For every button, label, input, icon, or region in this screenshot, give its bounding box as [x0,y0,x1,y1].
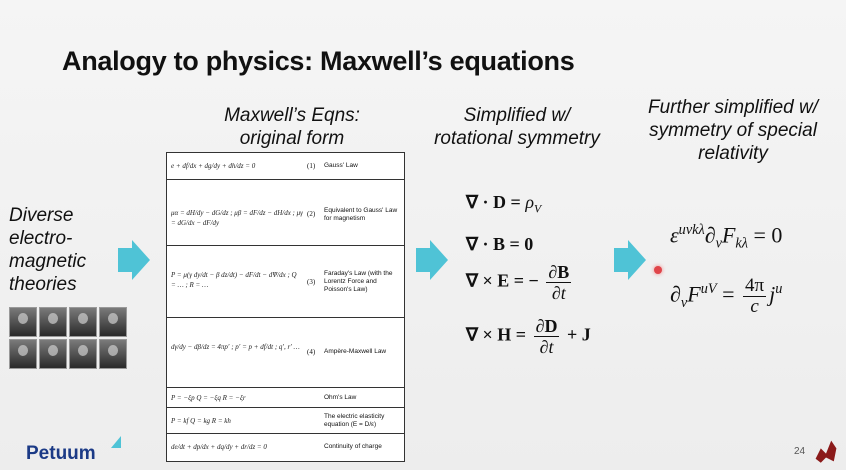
scientist-portraits [9,307,127,369]
table-row [167,407,404,434]
fraction [546,262,571,303]
fraction [534,316,560,357]
fraction: $\frac{4\pi}{c}$ [745,275,765,317]
portrait-image [39,339,67,369]
equation-number: (1) [307,162,316,170]
equation-number: (3) [307,278,316,286]
portrait-image [69,339,97,369]
equation-text: dγ/dy − dβ/dz = 4πp′ ; p′ = p + df/dt ; q′, r′ … [171,343,300,351]
table-row [167,387,404,408]
equation-faraday [466,262,574,303]
equation-gauss [466,192,541,216]
portrait-image [69,307,97,337]
table-row [167,317,404,388]
petuum-logo: Petuum [26,443,96,464]
table-row [167,433,404,461]
fraction-numerator: ∂B [548,262,570,282]
equation-name: Gauss' Law [324,162,358,169]
equation-name: The electric elasticity equation (E = D/ε) [324,413,385,428]
equation-number: (2) [307,210,316,218]
equation-lhs: ∇ · D = [466,192,521,212]
equation-magnetism [466,234,533,255]
logo-mark-icon [111,436,121,448]
dragon-logo-icon [813,438,839,464]
portrait-image [99,339,127,369]
equation-number: (4) [307,348,316,356]
laser-pointer-dot [654,266,662,274]
fraction-denominator: ∂t [551,283,566,303]
equation-text: P = kf Q = kg R = kh [171,417,231,425]
equation-ampere [466,316,591,357]
page-number: 24 [794,446,806,457]
equation-subscript: V [533,202,542,216]
fraction-numerator: ∂D [535,316,558,336]
equation-name: Ohm's Law [324,394,357,401]
equation-lhs: ∇ · B = 0 [466,234,534,254]
equation-text: e + df/dx + dg/dy + dh/dz = 0 [171,162,256,170]
portrait-image [9,339,37,369]
table-row [167,245,404,318]
equation-text: μα = dH/dy − dG/dz ; μβ = dF/dz − dH/dx ; μγ = dG/dx − dF/dy [171,209,303,227]
equation-lhs: ∇ × E = − [466,270,539,291]
equation-text: P = −ξp Q = −ξq R = −ξr [171,394,246,402]
column-heading-simplified: Simplified w/ rotational symmetry [434,105,600,149]
equation-relativity-2: $\partial_vF^{uV}$ = $\frac{4\pi}{c}$ $j^u$ [670,275,783,317]
portrait-image [9,307,37,337]
column-heading-original: Maxwell’s Eqns: original form [224,105,360,149]
equation-name: Ampère-Maxwell Law [324,348,387,355]
equation-lhs: ∇ × H = [466,324,527,345]
left-label: Diverse electro-magnetic theories [9,205,87,295]
table-row [167,153,404,179]
equation-name: Continuity of charge [324,443,382,450]
equation-tail: + J [566,324,591,345]
equation-relativity-1: $\varepsilon^{uvk\lambda}\partial_vF_{k\lambda} = 0$ [670,222,783,252]
equation-name: Equivalent to Gauss' Law for magnetism [324,207,398,222]
column-heading-further: Further simplified w/ symmetry of special relativity [648,97,818,164]
original-equations-table [166,152,405,462]
equation-text: de/dt + dp/dx + dq/dy + dr/dz = 0 [171,443,267,451]
fraction-denominator: ∂t [539,337,554,357]
equation-name: Faraday's Law (with the Lorentz Force and Poisson's Law) [324,270,393,293]
equation-rhs: ρ [525,192,534,212]
table-row [167,179,404,246]
slide-title: Analogy to physics: Maxwell’s equations [62,46,575,76]
equation-text: P = μ(γ dy/dt − β dz/dt) − dF/dt − dΨ/dx ; Q = … ; R = … [171,271,297,289]
portrait-image [99,307,127,337]
portrait-image [39,307,67,337]
